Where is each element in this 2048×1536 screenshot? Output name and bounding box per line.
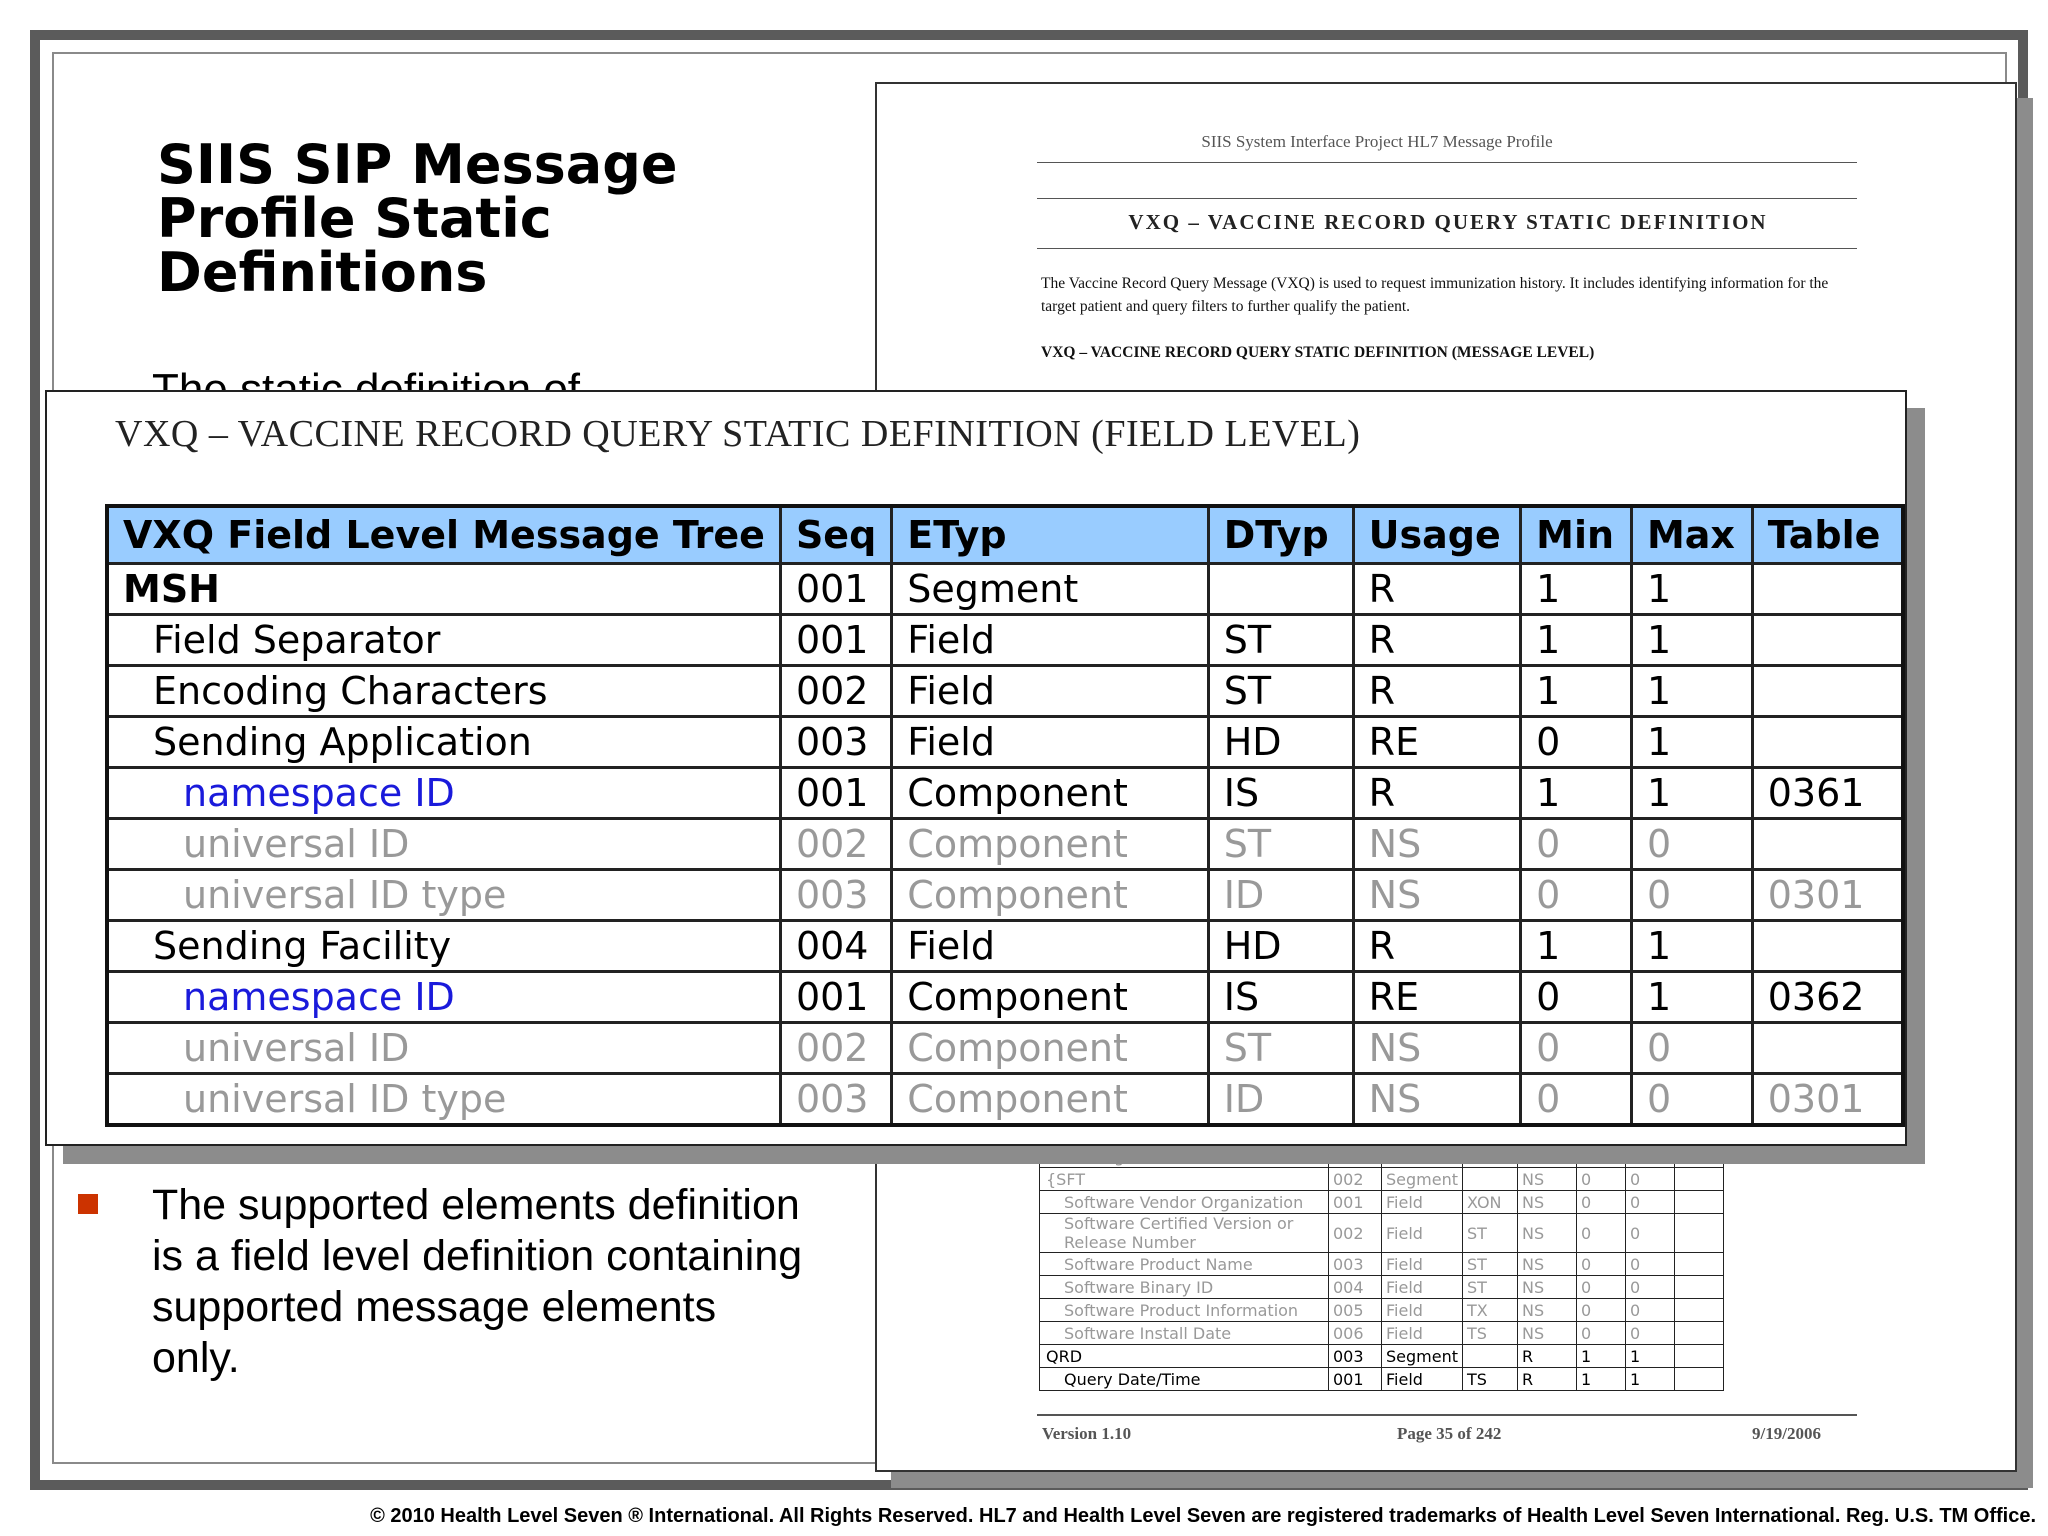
cell-table [1752,666,1903,717]
doc-table-row [1040,1322,1724,1345]
doc-cell-etyp: Segment [1382,1168,1463,1191]
doc-table-row [1040,1345,1724,1368]
cell-usage: NS [1353,1074,1520,1126]
cell-seq: 002 [780,666,891,717]
cell-seq: 003 [780,870,891,921]
cell-min: 0 [1521,972,1632,1023]
doc-table-row [1040,1253,1724,1276]
table-row [107,972,1903,1023]
cell-min: 1 [1521,666,1632,717]
cell-usage: R [1353,564,1520,615]
table-row [107,564,1903,615]
cell-seq: 001 [780,564,891,615]
cell-etyp: Field [892,921,1208,972]
cell-usage: R [1353,768,1520,819]
doc-cell-name: Software Certified Version or Release Number [1040,1214,1329,1253]
doc-cell-extra [1675,1276,1724,1299]
cell-etyp: Field [892,717,1208,768]
cell-seq: 001 [780,768,891,819]
doc-cell-max: 0 [1626,1276,1675,1299]
doc-cell-extra [1675,1368,1724,1391]
table-row [107,768,1903,819]
col-header-etyp: ETyp [892,506,1208,564]
cell-dtyp: ID [1208,1074,1353,1126]
doc-cell-min: 0 [1577,1168,1626,1191]
doc-cell-dtyp: TX [1463,1299,1518,1322]
doc-cell-seq: 005 [1329,1299,1382,1322]
doc-rule [1037,198,1857,199]
doc-cell-dtyp: TS [1463,1322,1518,1345]
doc-cell-name: Software Product Name [1040,1253,1329,1276]
doc-header: SIIS System Interface Project HL7 Message Profile [1201,132,1553,151]
doc-cell-etyp: Field [1382,1322,1463,1345]
cell-table [1752,717,1903,768]
cell-etyp: Component [892,1023,1208,1074]
doc-cell-usage: RE [1518,1145,1577,1168]
doc-cell-max: 0 [1626,1214,1675,1253]
doc-cell-dtyp: ST [1463,1253,1518,1276]
cell-dtyp: IS [1208,768,1353,819]
cell-name: universal ID [107,1023,780,1074]
doc-paragraph: The Vaccine Record Query Message (VXQ) is used to request immunization history. It includes identifying information for the target patient and query filters to further qualify the patient. [1041,275,1829,315]
cell-table [1752,921,1903,972]
doc-cell-etyp: Field [1382,1368,1463,1391]
doc-cell-dtyp: ST [1463,1276,1518,1299]
cell-etyp: Component [892,1074,1208,1126]
cell-dtyp: ST [1208,666,1353,717]
doc-cell-name: Software Product Information [1040,1299,1329,1322]
doc-cell-etyp: Field [1382,1214,1463,1253]
cell-dtyp: ST [1208,1023,1353,1074]
table-row [107,666,1903,717]
doc-cell-usage: NS [1518,1253,1577,1276]
doc-cell-min: 1 [1577,1345,1626,1368]
doc-cell-min: 0 [1577,1322,1626,1345]
cell-max: 1 [1631,666,1752,717]
doc-cell-extra [1675,1214,1724,1253]
cell-min: 0 [1521,1074,1632,1126]
doc-rule [1037,248,1857,249]
cell-max: 1 [1631,717,1752,768]
table-row [107,1074,1903,1126]
cell-table [1752,615,1903,666]
cell-min: 0 [1521,870,1632,921]
cell-name: Sending Application [107,717,780,768]
doc-cell-usage: NS [1518,1276,1577,1299]
cell-max: 1 [1631,564,1752,615]
cell-usage: NS [1353,870,1520,921]
cell-max: 0 [1631,1023,1752,1074]
cell-seq: 003 [780,1074,891,1126]
cell-etyp: Component [892,972,1208,1023]
doc-cell-max: 1 [1626,1368,1675,1391]
cell-dtyp: IS [1208,972,1353,1023]
cell-min: 0 [1521,819,1632,870]
cell-name: MSH [107,564,780,615]
cell-max: 0 [1631,870,1752,921]
cell-name: Field Separator [107,615,780,666]
doc-table-row [1040,1299,1724,1322]
cell-name: namespace ID [107,972,780,1023]
doc-cell-seq: 001 [1329,1368,1382,1391]
doc-cell-extra [1675,1322,1724,1345]
cell-table: 0301 [1752,1074,1903,1126]
cell-name: universal ID type [107,870,780,921]
cell-name: universal ID [107,819,780,870]
col-header-dtyp: DTyp [1208,506,1353,564]
cell-name: Sending Facility [107,921,780,972]
doc-cell-seq: 002 [1329,1168,1382,1191]
cell-min: 1 [1521,768,1632,819]
doc-subheading: VXQ – VACCINE RECORD QUERY STATIC DEFINITION (MESSAGE LEVEL) [1041,344,1595,361]
doc-cell-min: 0 [1577,1214,1626,1253]
doc-cell-extra [1675,1345,1724,1368]
doc-cell-min: 0 [1577,1299,1626,1322]
doc-cell-usage: NS [1518,1214,1577,1253]
cell-dtyp: HD [1208,921,1353,972]
cell-min: 1 [1521,564,1632,615]
cell-dtyp: ST [1208,615,1353,666]
table-row [107,819,1903,870]
col-header-seq: Seq [780,506,891,564]
doc-cell-dtyp: XON [1463,1191,1518,1214]
slide-title: SIIS SIP Message Profile Static Definitions [157,133,678,304]
doc-cell-min: 1 [1577,1368,1626,1391]
cell-max: 0 [1631,1074,1752,1126]
doc-cell-name: {SFT [1040,1168,1329,1191]
cell-table: 0361 [1752,768,1903,819]
table-header-row [107,506,1903,564]
doc-footer-date: 9/19/2006 [1752,1424,1821,1443]
cell-dtyp [1208,564,1353,615]
cell-dtyp: HD [1208,717,1353,768]
doc-cell-usage: NS [1518,1322,1577,1345]
cell-name: namespace ID [107,768,780,819]
cell-usage: R [1353,921,1520,972]
col-header-min: Min [1521,506,1632,564]
doc-cell-seq: 004 [1329,1276,1382,1299]
cell-max: 0 [1631,819,1752,870]
cell-dtyp: ID [1208,870,1353,921]
col-header-table: Table [1752,506,1903,564]
doc-cell-min: 0 [1577,1191,1626,1214]
bullet-supported-elements: The supported elements definition is a field level definition containing supported message elements only. [152,1181,803,1382]
cell-table [1752,1023,1903,1074]
doc-cell-dtyp: ST [1463,1214,1518,1253]
doc-cell-name: Software Install Date [1040,1322,1329,1345]
doc-cell-min: 0 [1577,1276,1626,1299]
doc-cell-usage: R [1518,1345,1577,1368]
doc-table-row [1040,1214,1724,1253]
doc-cell-max: 0 [1626,1168,1675,1191]
doc-cell-seq: 021 [1329,1145,1382,1168]
doc-cell-usage: NS [1518,1299,1577,1322]
doc-table-row [1040,1368,1724,1391]
doc-cell-extra [1675,1253,1724,1276]
doc-cell-name: Software Binary ID [1040,1276,1329,1299]
doc-cell-max: 0 [1626,1191,1675,1214]
table-row [107,615,1903,666]
doc-cell-etyp: Field [1382,1253,1463,1276]
cell-etyp: Component [892,870,1208,921]
doc-cell-dtyp: TS [1463,1368,1518,1391]
doc-heading: VXQ – VACCINE RECORD QUERY STATIC DEFINITION [1128,210,1768,234]
zoom-title: VXQ – VACCINE RECORD QUERY STATIC DEFINITION (FIELD LEVEL) [115,413,1361,455]
cell-usage: R [1353,666,1520,717]
doc-cell-name: QRD [1040,1345,1329,1368]
cell-usage: RE [1353,717,1520,768]
cell-name: universal ID type [107,1074,780,1126]
copyright-footer: © 2010 Health Level Seven ® International. All Rights Reserved. HL7 and Health Level Seven are registered trademarks of Health Level Seven International. Reg. U.S. TM Office. [370,1505,2036,1527]
cell-usage: R [1353,615,1520,666]
cell-usage: RE [1353,972,1520,1023]
doc-cell-etyp: Field [1382,1299,1463,1322]
cell-seq: 004 [780,921,891,972]
doc-cell-dtyp: EI [1463,1145,1518,1168]
doc-cell-min: 0 [1577,1145,1626,1168]
cell-table [1752,819,1903,870]
cell-max: 1 [1631,768,1752,819]
doc-table-row [1040,1191,1724,1214]
cell-etyp: Segment [892,564,1208,615]
doc-cell-name: Software Vendor Organization [1040,1191,1329,1214]
doc-table-row [1040,1145,1724,1168]
doc-cell-extra [1675,1145,1724,1168]
doc-cell-etyp: Field [1382,1145,1463,1168]
doc-cell-max: * [1626,1145,1675,1168]
doc-cell-max: 0 [1626,1253,1675,1276]
doc-cell-extra [1675,1168,1724,1191]
cell-table: 0301 [1752,870,1903,921]
cell-name: Encoding Characters [107,666,780,717]
doc-footer-version: Version 1.10 [1042,1424,1132,1443]
cell-seq: 002 [780,1023,891,1074]
doc-cell-etyp: Field [1382,1191,1463,1214]
cell-table: 0362 [1752,972,1903,1023]
cell-min: 0 [1521,717,1632,768]
table-row [107,717,1903,768]
cell-table [1752,564,1903,615]
cell-dtyp: ST [1208,819,1353,870]
table-row [107,1023,1903,1074]
doc-cell-max: 0 [1626,1299,1675,1322]
cell-max: 1 [1631,972,1752,1023]
doc-cell-max: 1 [1626,1345,1675,1368]
col-header-usage: Usage [1353,506,1520,564]
doc-cell-usage: NS [1518,1168,1577,1191]
doc-cell-name: Query Date/Time [1040,1368,1329,1391]
doc-cell-max: 0 [1626,1322,1675,1345]
cell-min: 0 [1521,1023,1632,1074]
cell-seq: 001 [780,972,891,1023]
doc-cell-seq: 003 [1329,1345,1382,1368]
doc-cell-etyp: Field [1382,1276,1463,1299]
doc-cell-dtyp [1463,1168,1518,1191]
doc-footer-page: Page 35 of 242 [1397,1424,1502,1443]
bullet-square-icon [78,1194,98,1214]
doc-cell-seq: 006 [1329,1322,1382,1345]
field-level-zoom-panel [45,390,1907,1146]
cell-seq: 001 [780,615,891,666]
cell-usage: NS [1353,1023,1520,1074]
cell-min: 1 [1521,921,1632,972]
cell-etyp: Field [892,615,1208,666]
doc-cell-seq: 003 [1329,1253,1382,1276]
doc-footer-rule [1037,1414,1857,1416]
col-header-tree: VXQ Field Level Message Tree [107,506,780,564]
cell-seq: 003 [780,717,891,768]
cell-etyp: Component [892,819,1208,870]
doc-cell-extra [1675,1299,1724,1322]
doc-message-table [1039,1144,1724,1391]
doc-cell-min: 0 [1577,1253,1626,1276]
doc-cell-extra [1675,1191,1724,1214]
cell-seq: 002 [780,819,891,870]
table-row [107,870,1903,921]
cell-max: 1 [1631,921,1752,972]
doc-cell-seq: 001 [1329,1191,1382,1214]
doc-cell-name: Message Profile Identifier [1040,1145,1329,1168]
cell-usage: NS [1353,819,1520,870]
doc-cell-usage: NS [1518,1191,1577,1214]
cell-etyp: Component [892,768,1208,819]
cell-min: 1 [1521,615,1632,666]
cell-max: 1 [1631,615,1752,666]
doc-cell-etyp: Segment [1382,1345,1463,1368]
table-row [107,921,1903,972]
doc-rule [1037,162,1857,163]
doc-cell-usage: R [1518,1368,1577,1391]
field-level-table [105,504,1905,1127]
doc-cell-seq: 002 [1329,1214,1382,1253]
doc-table-row [1040,1168,1724,1191]
col-header-max: Max [1631,506,1752,564]
doc-cell-dtyp [1463,1345,1518,1368]
cell-etyp: Field [892,666,1208,717]
doc-table-row [1040,1276,1724,1299]
